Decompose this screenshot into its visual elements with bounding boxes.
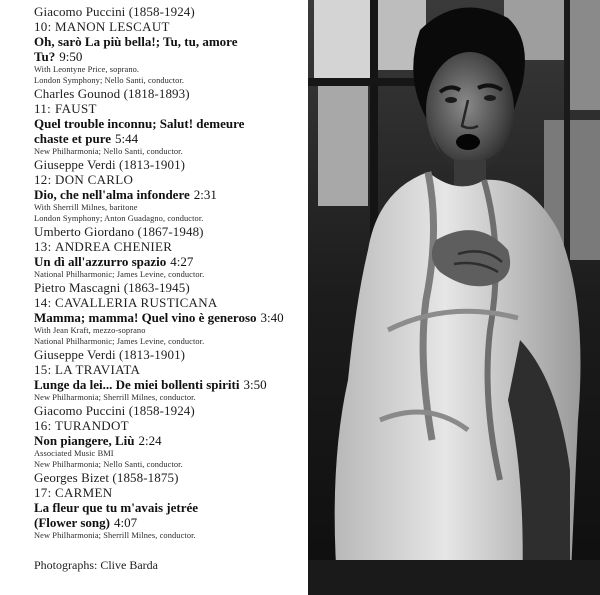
composer-line: Umberto Giordano (1867-1948)	[34, 224, 204, 239]
track-number: 11:	[34, 101, 52, 116]
credit-line: London Symphony; Nello Santi, conductor.	[34, 76, 185, 85]
opera-line	[34, 19, 330, 34]
track-entry	[34, 4, 330, 86]
aria-text: chaste et pure	[34, 131, 112, 146]
composer-line: Giacomo Puccini (1858-1924)	[34, 4, 195, 19]
aria-line	[34, 310, 330, 325]
track-entry	[34, 280, 330, 347]
aria-line	[34, 254, 330, 269]
aria-text: Lunge da lei... De miei bollenti spiriti	[34, 377, 240, 392]
aria-line	[34, 49, 330, 64]
credit-line: New Philharmonia; Sherrill Milnes, conductor.	[34, 531, 196, 540]
aria-line: Oh, sarò La più bella!; Tu, tu, amore	[34, 34, 238, 49]
track-number: 14:	[34, 295, 52, 310]
credit-line: New Philharmonia; Nello Santi, conductor.	[34, 147, 183, 156]
aria-text: Mamma; mamma! Quel vino è generoso	[34, 310, 257, 325]
aria-text: (Flower song)	[34, 515, 110, 530]
credit-line: With Jean Kraft, mezzo-soprano	[34, 326, 146, 335]
track-number: 13:	[34, 239, 52, 254]
opera-line	[34, 418, 330, 433]
aria-text: Tu?	[34, 49, 56, 64]
opera-title: MANON LESCAUT	[55, 19, 170, 34]
credit-line: New Philharmonia; Sherrill Milnes, conductor.	[34, 393, 196, 402]
track-entry	[34, 347, 330, 403]
track-duration: 3:50	[243, 377, 267, 392]
opera-title: TURANDOT	[55, 418, 129, 433]
aria-line	[34, 187, 330, 202]
track-duration: 2:24	[138, 433, 162, 448]
aria-line	[34, 131, 330, 146]
opera-line	[34, 362, 330, 377]
aria-text: Non piangere, Liù	[34, 433, 135, 448]
aria-line	[34, 433, 330, 448]
track-number: 12:	[34, 172, 52, 187]
opera-title: FAUST	[55, 101, 97, 116]
aria-text: Un dì all'azzurro spazio	[34, 254, 167, 269]
composer-line: Giuseppe Verdi (1813-1901)	[34, 347, 186, 362]
track-number: 15:	[34, 362, 52, 377]
credit-line: Associated Music BMI	[34, 449, 114, 458]
opera-title: ANDREA CHENIER	[55, 239, 173, 254]
track-entry	[34, 470, 330, 541]
credit-line: London Symphony; Anton Guadagno, conductor.	[34, 214, 204, 223]
track-duration: 5:44	[115, 131, 139, 146]
aria-text: Dio, che nell'alma infondere	[34, 187, 190, 202]
opera-title: CAVALLERIA RUSTICANA	[55, 295, 218, 310]
track-number: 10:	[34, 19, 52, 34]
opera-title: CARMEN	[55, 485, 113, 500]
opera-line	[34, 295, 330, 310]
track-duration: 4:27	[170, 254, 194, 269]
opera-title: DON CARLO	[55, 172, 134, 187]
composer-line: Charles Gounod (1818-1893)	[34, 86, 190, 101]
track-duration: 4:07	[113, 515, 138, 530]
credit-line: New Philharmonia; Nello Santi, conductor.	[34, 460, 183, 469]
track-duration: 2:31	[193, 187, 217, 202]
track-duration: 9:50	[59, 49, 83, 64]
opera-line	[34, 485, 330, 500]
credit-line: With Leontyne Price, soprano.	[34, 65, 140, 74]
credit-line: National Philharmonic; James Levine, conductor.	[34, 270, 205, 279]
composer-line: Pietro Mascagni (1863-1945)	[34, 280, 190, 295]
composer-line: Giacomo Puccini (1858-1924)	[34, 403, 195, 418]
track-number: 16:	[34, 418, 52, 433]
credit-line: With Sherrill Milnes, baritone	[34, 203, 138, 212]
track-duration: 3:40	[260, 310, 284, 325]
track-listing	[34, 4, 330, 541]
aria-line: La fleur que tu m'avais jetrée	[34, 500, 199, 515]
opera-line	[34, 239, 330, 254]
aria-line	[34, 377, 330, 392]
composer-line: Giuseppe Verdi (1813-1901)	[34, 157, 186, 172]
credit-line: National Philharmonic; James Levine, conductor.	[34, 337, 205, 346]
aria-line: Quel trouble inconnu; Salut! demeure	[34, 116, 245, 131]
photo-credit: Photographs: Clive Barda	[34, 558, 158, 572]
track-number: 17:	[34, 485, 52, 500]
track-entry	[34, 224, 330, 280]
track-entry	[34, 403, 330, 470]
composer-line: Georges Bizet (1858-1875)	[34, 470, 179, 485]
opera-line	[34, 172, 330, 187]
track-entry	[34, 86, 330, 157]
performer-photograph	[308, 0, 600, 595]
aria-line	[34, 515, 330, 530]
opera-line	[34, 101, 330, 116]
track-entry	[34, 157, 330, 224]
opera-title: LA TRAVIATA	[55, 362, 141, 377]
